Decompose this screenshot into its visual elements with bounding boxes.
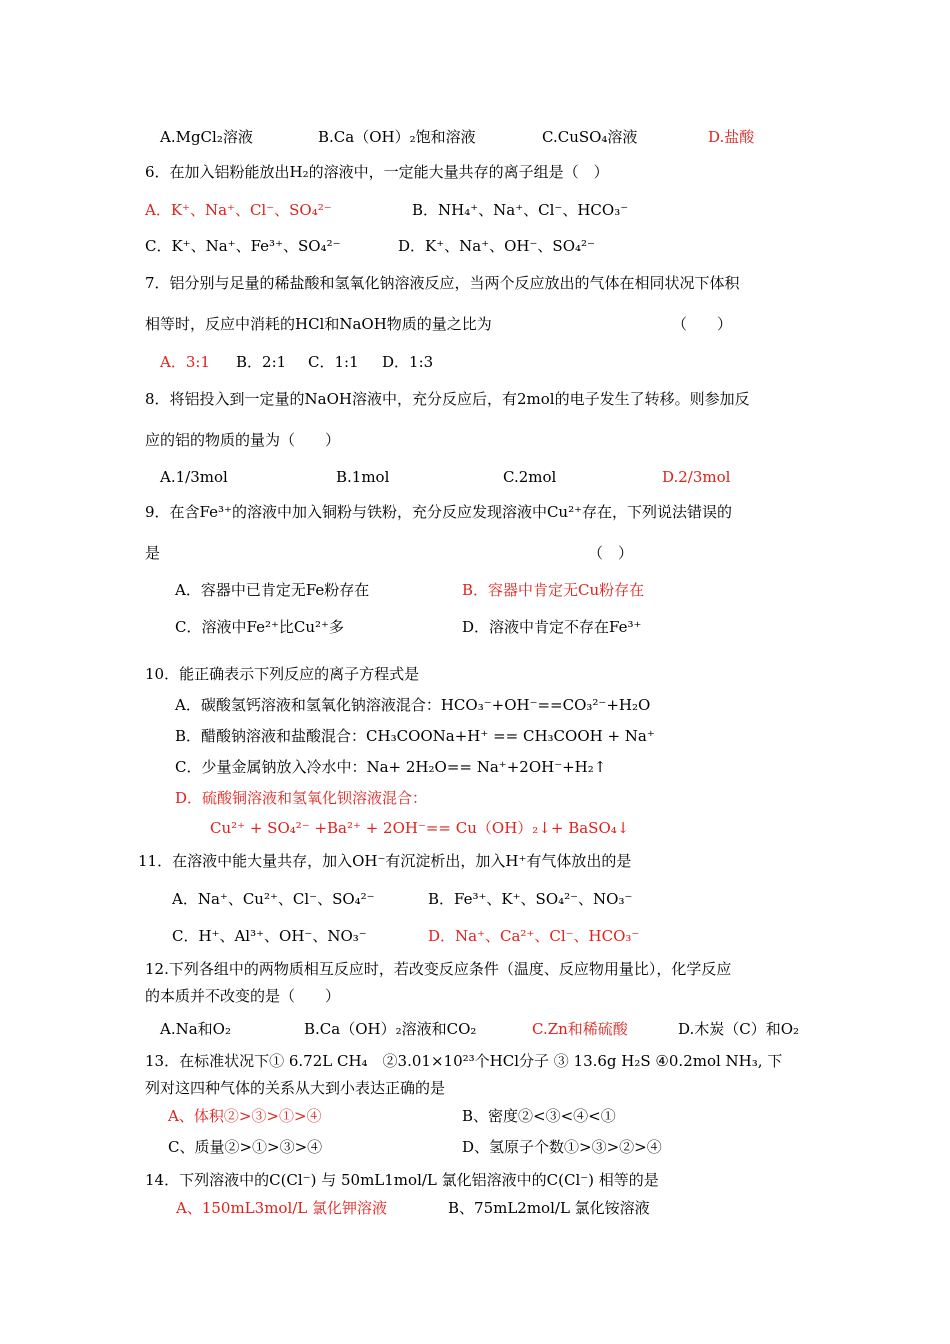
q9-stem-line1: 9．在含Fe³⁺的溶液中加入铜粉与铁粉，充分反应发现溶液中Cu²⁺存在，下列说法错误的	[145, 503, 733, 521]
q11-option-c: C．H⁺、Al³⁺、OH⁻、NO₃⁻	[172, 927, 367, 945]
q10-option-d-equation: Cu²⁺ + SO₄²⁻ +Ba²⁺ + 2OH⁻== Cu（OH）₂↓+ BaSO₄↓	[210, 819, 630, 837]
q13-stem-line2: 列对这四种气体的关系从大到小表达正确的是	[145, 1079, 446, 1097]
q8-option-d-answer: D.2/3mol	[662, 468, 731, 486]
q11-stem: 11．在溶液中能大量共存，加入OH⁻有沉淀析出，加入H⁺有气体放出的是	[138, 852, 632, 870]
q12-option-d: D.木炭（C）和O₂	[678, 1020, 800, 1038]
q11-option-a: A．Na⁺、Cu²⁺、Cl⁻、SO₄²⁻	[172, 890, 375, 908]
q10-option-c: C．少量金属钠放入冷水中：Na+ 2H₂O== Na⁺+2OH⁻+H₂↑	[175, 758, 607, 776]
q10-option-a: A．碳酸氢钙溶液和氢氧化钠溶液混合：HCO₃⁻+OH⁻==CO₃²⁻+H₂O	[175, 696, 651, 714]
q9-option-c: C．溶液中Fe²⁺比Cu²⁺多	[175, 618, 344, 636]
q11-option-d-answer: D．Na⁺、Ca²⁺、Cl⁻、HCO₃⁻	[428, 927, 640, 945]
q7-option-a-answer: A．3:1	[160, 353, 210, 371]
q7-answer-paren: （ ）	[672, 315, 733, 333]
q12-stem-line1: 12.下列各组中的两物质相互反应时，若改变反应条件（温度、反应物用量比），化学反应	[145, 960, 732, 978]
q5-option-c: C.CuSO₄溶液	[542, 128, 638, 146]
q12-option-c-answer: C.Zn和稀硫酸	[532, 1020, 628, 1038]
q6-option-d: D．K⁺、Na⁺、OH⁻、SO₄²⁻	[398, 237, 595, 255]
q5-option-b: B.Ca（OH）₂饱和溶液	[318, 128, 476, 146]
q9-option-d: D．溶液中肯定不存在Fe³⁺	[462, 618, 642, 636]
q13-stem-line1: 13．在标准状况下① 6.72L CH₄ ②3.01×10²³个HCl分子 ③ 13.6g H₂S ④0.2mol NH₃, 下	[145, 1052, 783, 1070]
q10-option-d-answer: D．硫酸铜溶液和氢氧化钡溶液混合：	[175, 789, 428, 807]
q8-stem-line1: 8．将铝投入到一定量的NaOH溶液中，充分反应后，有2mol的电子发生了转移。则参加反	[145, 390, 750, 408]
q12-option-b: B.Ca（OH）₂溶液和CO₂	[304, 1020, 477, 1038]
q7-option-c: C．1:1	[308, 353, 359, 371]
q14-option-b: B、75mL2mol/L 氯化铵溶液	[448, 1199, 650, 1217]
q12-stem-line2: 的本质并不改变的是（ ）	[145, 987, 341, 1005]
q6-option-c: C．K⁺、Na⁺、Fe³⁺、SO₄²⁻	[145, 237, 341, 255]
q6-option-a-answer: A．K⁺、Na⁺、Cl⁻、SO₄²⁻	[145, 201, 332, 219]
q9-option-a: A．容器中已肯定无Fe粉存在	[175, 581, 370, 599]
q7-stem-line1: 7．铝分别与足量的稀盐酸和氢氧化钠溶液反应，当两个反应放出的气体在相同状况下体积	[145, 274, 740, 292]
q5-option-a: A.MgCl₂溶液	[160, 128, 253, 146]
q14-stem: 14．下列溶液中的C(Cl⁻) 与 50mL1mol/L 氯化铝溶液中的C(Cl⁻) 相等的是	[145, 1171, 659, 1189]
q9-answer-paren: （ ）	[588, 544, 634, 562]
q12-option-a: A.Na和O₂	[160, 1020, 231, 1038]
q5-option-d-answer: D.盐酸	[708, 128, 755, 146]
q8-option-a: A.1/3mol	[160, 468, 228, 486]
q8-stem-line2: 应的铝的物质的量为（ ）	[145, 431, 341, 449]
q7-option-b: B．2:1	[236, 353, 287, 371]
q11-option-b: B．Fe³⁺、K⁺、SO₄²⁻、NO₃⁻	[428, 890, 633, 908]
q7-stem-line2: 相等时，反应中消耗的HCl和NaOH物质的量之比为	[145, 315, 492, 333]
q9-option-b-answer: B．容器中肯定无Cu粉存在	[462, 581, 645, 599]
q8-option-c: C.2mol	[503, 468, 557, 486]
q6-stem: 6．在加入铝粉能放出H₂的溶液中，一定能大量共存的离子组是（ ）	[145, 163, 609, 181]
q9-stem-line2: 是	[145, 544, 161, 562]
q13-option-d: D、氢原子个数①>③>②>④	[462, 1138, 662, 1156]
q13-option-a-answer: A、体积②>③>①>④	[168, 1107, 322, 1125]
q13-option-c: C、质量②>①>③>④	[168, 1138, 323, 1156]
q10-option-b: B．醋酸钠溶液和盐酸混合：CH₃COONa+H⁺ == CH₃COOH + Na⁺	[175, 727, 655, 745]
q10-stem: 10．能正确表示下列反应的离子方程式是	[145, 665, 420, 683]
q14-option-a-answer: A、150mL3mol/L 氯化钾溶液	[176, 1199, 388, 1217]
q7-option-d: D．1:3	[382, 353, 434, 371]
q13-option-b: B、密度②<③<④<①	[462, 1107, 616, 1125]
q6-option-b: B．NH₄⁺、Na⁺、Cl⁻、HCO₃⁻	[412, 201, 629, 219]
q8-option-b: B.1mol	[336, 468, 390, 486]
